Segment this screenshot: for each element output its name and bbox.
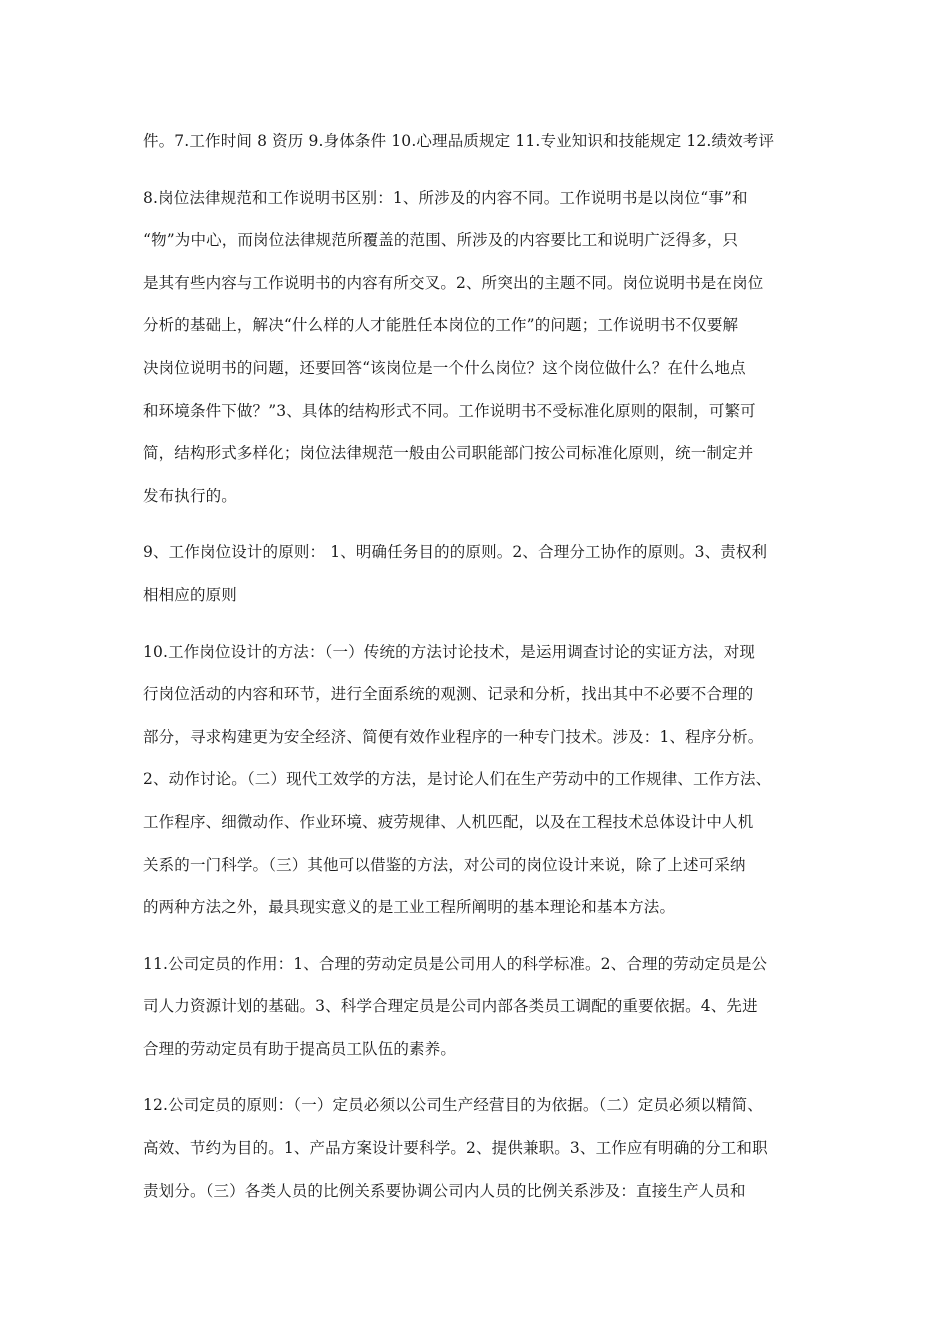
text-line: “物”为中心，而岗位法律规范所覆盖的范围、所涉及的内容要比工和说明广泛得多，只 bbox=[143, 231, 739, 250]
text-line: 简，结构形式多样化；岗位法律规范一般由公司职能部门按公司标准化原则，统一制定并 bbox=[143, 444, 754, 463]
text-line: 工作程序、细微动作、作业环境、疲劳规律、人机匹配，以及在工程技术总体设计中人机 bbox=[143, 812, 754, 831]
paragraph-11-staffing-role bbox=[143, 943, 813, 1071]
text-line: 2、动作讨论。（二）现代工效学的方法，是讨论人们在生产劳动中的工作规律、工作方法、 bbox=[143, 770, 772, 789]
text-line: 10.工作岗位设计的方法：（一）传统的方法讨论技术，是运用调查讨论的实证方法，对现 bbox=[143, 642, 756, 661]
text-line: 决岗位说明书的问题，还要回答“该岗位是一个什么岗位？这个岗位做什么？在什么地点 bbox=[143, 358, 746, 377]
paragraph-9-design-principles bbox=[143, 531, 813, 616]
paragraph-10-design-methods bbox=[143, 631, 813, 929]
document-body bbox=[143, 120, 813, 1212]
text-line: 是其有些内容与工作说明书的内容有所交叉。2、所突出的主题不同。岗位说明书是在岗位 bbox=[143, 273, 764, 292]
text-line: 合理的劳动定员有助于提高员工队伍的素养。 bbox=[143, 1039, 457, 1058]
text-line: 责划分。（三）各类人员的比例关系要协调公司内人员的比例关系涉及：直接生产人员和 bbox=[143, 1181, 746, 1200]
text-line: 相相应的原则 bbox=[143, 585, 237, 604]
paragraph-job-elements-tail bbox=[143, 120, 813, 163]
text-line: 8.岗位法律规范和工作说明书区别：1、所涉及的内容不同。工作说明书是以岗位“事”和 bbox=[143, 188, 748, 207]
paragraph-8-norms-vs-description bbox=[143, 177, 813, 518]
text-line: 9、工作岗位设计的原则： 1、明确任务目的的原则。2、合理分工协作的原则。3、责权利 bbox=[143, 543, 768, 562]
text-line: 发布执行的。 bbox=[143, 486, 237, 505]
text-line: 件。7.工作时间 8 资历 9.身体条件 10.心理品质规定 11.专业知识和技能规定 12.绩效考评 bbox=[143, 132, 775, 150]
text-line: 分析的基础上，解决“什么样的人才能胜任本岗位的工作”的问题；工作说明书不仅要解 bbox=[143, 316, 739, 335]
text-line: 司人力资源计划的基础。3、科学合理定员是公司内部各类员工调配的重要依据。4、先进 bbox=[143, 997, 758, 1016]
paragraph-12-staffing-principles bbox=[143, 1084, 813, 1212]
text-line: 行岗位活动的内容和环节，进行全面系统的观测、记录和分析，找出其中不必要不合理的 bbox=[143, 685, 754, 704]
text-line: 的两种方法之外，最具现实意义的是工业工程所阐明的基本理论和基本方法。 bbox=[143, 898, 676, 917]
text-line: 11.公司定员的作用：1、合理的劳动定员是公司用人的科学标准。2、合理的劳动定员是公 bbox=[143, 954, 768, 973]
text-line: 12.公司定员的原则：（一）定员必须以公司生产经营目的为依据。（二）定员必须以精简、 bbox=[143, 1096, 763, 1115]
text-line: 部分，寻求构建更为安全经济、简便有效作业程序的一种专门技术。涉及：1、程序分析。 bbox=[143, 727, 764, 746]
text-line: 关系的一门科学。（三）其他可以借鉴的方法，对公司的岗位设计来说，除了上述可采纳 bbox=[143, 855, 746, 874]
text-line: 和环境条件下做？”3、具体的结构形式不同。工作说明书不受标准化原则的限制，可繁可 bbox=[143, 401, 756, 420]
text-line: 高效、节约为目的。1、产品方案设计要科学。2、提供兼职。3、工作应有明确的分工和职 bbox=[143, 1139, 768, 1158]
